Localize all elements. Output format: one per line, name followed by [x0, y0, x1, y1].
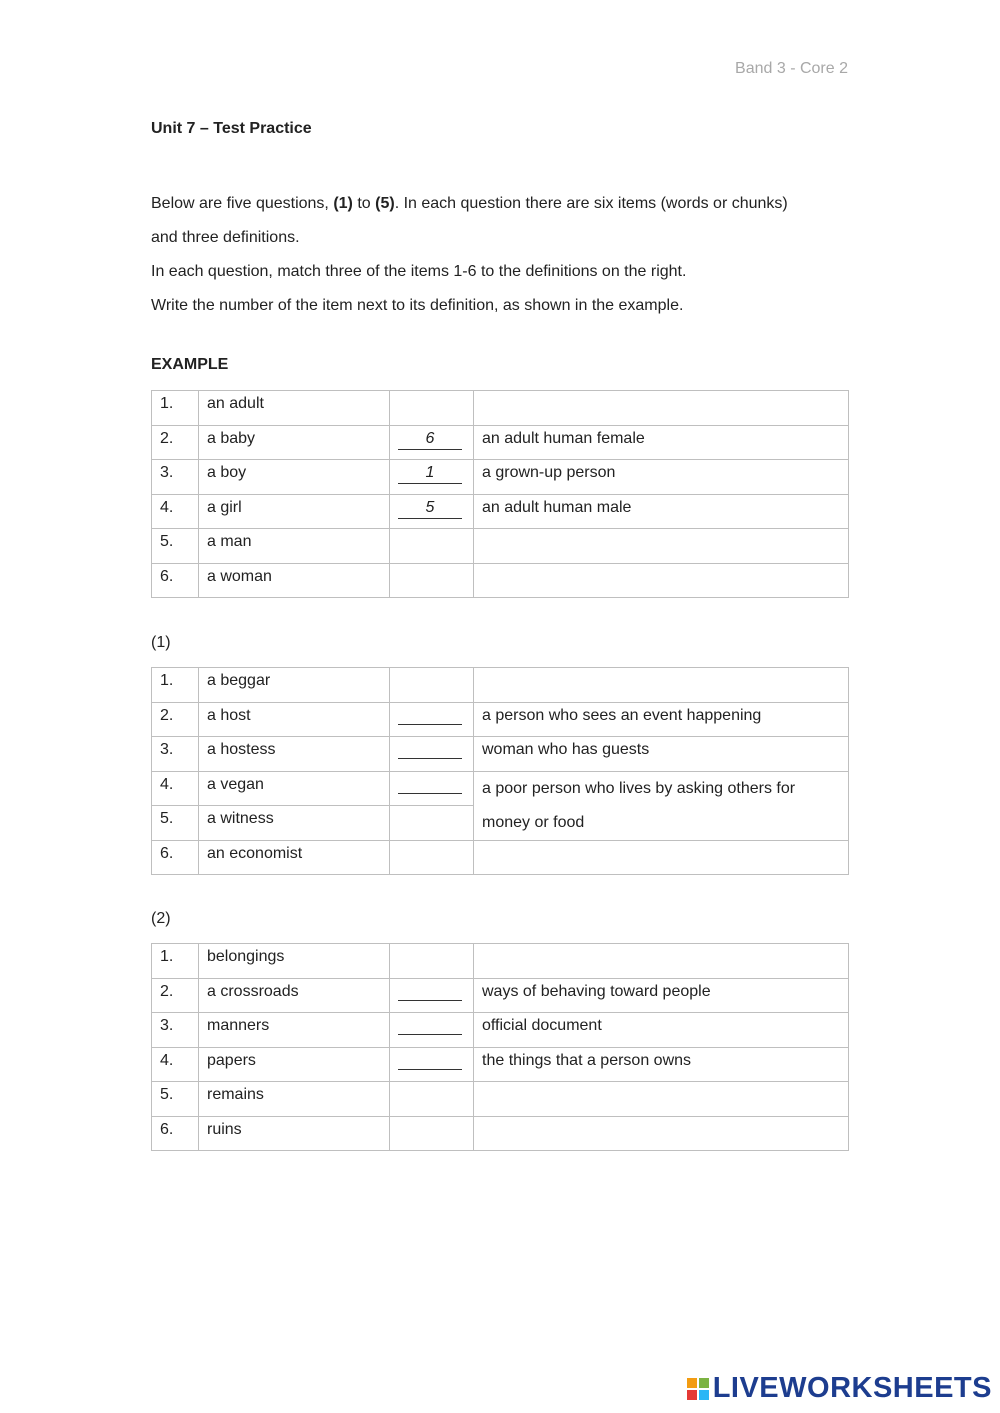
definition-text-continued: money or food [482, 813, 585, 831]
item-text: remains [199, 1082, 390, 1117]
item-number: 4. [152, 771, 199, 806]
answer-cell [390, 737, 474, 772]
item-number: 2. [152, 425, 199, 460]
item-text: a hostess [199, 737, 390, 772]
item-number: 4. [152, 1047, 199, 1082]
item-number: 6. [152, 1116, 199, 1151]
item-number: 5. [152, 806, 199, 841]
item-number: 2. [152, 978, 199, 1013]
item-text: a vegan [199, 771, 390, 806]
definition-cell [474, 944, 849, 979]
item-number: 4. [152, 494, 199, 529]
answer-cell [390, 840, 474, 875]
answer-cell [390, 1082, 474, 1117]
item-number: 1. [152, 391, 199, 426]
example-answer: 6 [398, 429, 462, 450]
item-number: 3. [152, 460, 199, 495]
definition-text: an adult human male [474, 494, 849, 529]
table-row [152, 944, 849, 979]
definition-text: ways of behaving toward people [474, 978, 849, 1013]
definition-cell [474, 563, 849, 598]
answer-cell [390, 391, 474, 426]
item-number: 6. [152, 840, 199, 875]
table-row [152, 978, 849, 1013]
answer-cell [390, 1013, 474, 1048]
table-row [152, 1082, 849, 1117]
item-text: an economist [199, 840, 390, 875]
answer-cell [390, 1047, 474, 1082]
example-answer: 1 [398, 463, 462, 484]
item-text: a witness [199, 806, 390, 841]
answer-cell [390, 460, 474, 495]
instruction-line-3: In each question, match three of the items 1-6 to the definitions on the right. [151, 263, 687, 280]
answer-cell [390, 944, 474, 979]
table-row [152, 494, 849, 529]
item-text: a crossroads [199, 978, 390, 1013]
definition-text: an adult human female [474, 425, 849, 460]
table-row [152, 668, 849, 703]
item-number: 2. [152, 702, 199, 737]
answer-cell [390, 702, 474, 737]
definition-cell [474, 668, 849, 703]
table-row [152, 1047, 849, 1082]
definition-cell [474, 1116, 849, 1151]
answer-cell [390, 494, 474, 529]
answer-blank[interactable] [398, 1049, 462, 1070]
liveworksheets-logo[interactable] [687, 1372, 992, 1405]
item-text: manners [199, 1013, 390, 1048]
item-text: a girl [199, 494, 390, 529]
table-row [152, 737, 849, 772]
item-text: an adult [199, 391, 390, 426]
answer-cell [390, 529, 474, 564]
table-row [152, 1116, 849, 1151]
table-row [152, 771, 849, 806]
definition-cell [474, 529, 849, 564]
answer-cell [390, 668, 474, 703]
definition-text: a person who sees an event happening [474, 702, 849, 737]
definition-text: official document [474, 1013, 849, 1048]
item-number: 1. [152, 944, 199, 979]
definition-cell [474, 1082, 849, 1117]
question-2-table [151, 943, 849, 1151]
item-text: a man [199, 529, 390, 564]
table-row [152, 702, 849, 737]
answer-blank[interactable] [398, 704, 462, 725]
definition-text: woman who has guests [474, 737, 849, 772]
definition-text: the things that a person owns [474, 1047, 849, 1082]
item-text: a baby [199, 425, 390, 460]
definition-cell [474, 840, 849, 875]
header-band: Band 3 - Core 2 [735, 60, 848, 77]
table-row [152, 529, 849, 564]
table-row [152, 563, 849, 598]
item-number: 5. [152, 1082, 199, 1117]
table-row [152, 425, 849, 460]
definition-text: a grown-up person [474, 460, 849, 495]
example-answer: 5 [398, 498, 462, 519]
logo-text: LIVEWORKSHEETS [712, 1372, 992, 1404]
example-table [151, 390, 849, 598]
instructions [151, 187, 851, 323]
instruction-line-4: Write the number of the item next to its definition, as shown in the example. [151, 297, 684, 314]
table-row [152, 840, 849, 875]
page-title: Unit 7 – Test Practice [151, 120, 312, 137]
answer-cell [390, 806, 474, 841]
answer-cell [390, 425, 474, 460]
item-text: a boy [199, 460, 390, 495]
table-row [152, 460, 849, 495]
table-row [152, 1013, 849, 1048]
definition-text: a poor person who lives by asking others for [482, 779, 796, 797]
question-1-label: (1) [151, 634, 171, 651]
item-text: belongings [199, 944, 390, 979]
table-row [152, 391, 849, 426]
answer-cell [390, 771, 474, 806]
item-text: ruins [199, 1116, 390, 1151]
answer-cell [390, 978, 474, 1013]
answer-cell [390, 563, 474, 598]
question-1-table [151, 667, 849, 875]
item-text: papers [199, 1047, 390, 1082]
item-number: 1. [152, 668, 199, 703]
definition-cell [474, 391, 849, 426]
answer-cell [390, 1116, 474, 1151]
item-number: 6. [152, 563, 199, 598]
answer-blank[interactable] [398, 1014, 462, 1035]
answer-blank[interactable] [398, 738, 462, 759]
item-text: a woman [199, 563, 390, 598]
instruction-line-1: Below are five questions, (1) to (5). In each question there are six items (words or chunks) [151, 195, 788, 212]
answer-blank[interactable] [398, 773, 462, 794]
item-number: 5. [152, 529, 199, 564]
question-2-label: (2) [151, 910, 171, 927]
logo-mark-icon [687, 1378, 709, 1400]
definition-cell [474, 771, 849, 840]
answer-blank[interactable] [398, 980, 462, 1001]
example-label: EXAMPLE [151, 356, 229, 373]
item-number: 3. [152, 1013, 199, 1048]
item-text: a beggar [199, 668, 390, 703]
item-text: a host [199, 702, 390, 737]
item-number: 3. [152, 737, 199, 772]
instruction-line-2: and three definitions. [151, 229, 300, 246]
